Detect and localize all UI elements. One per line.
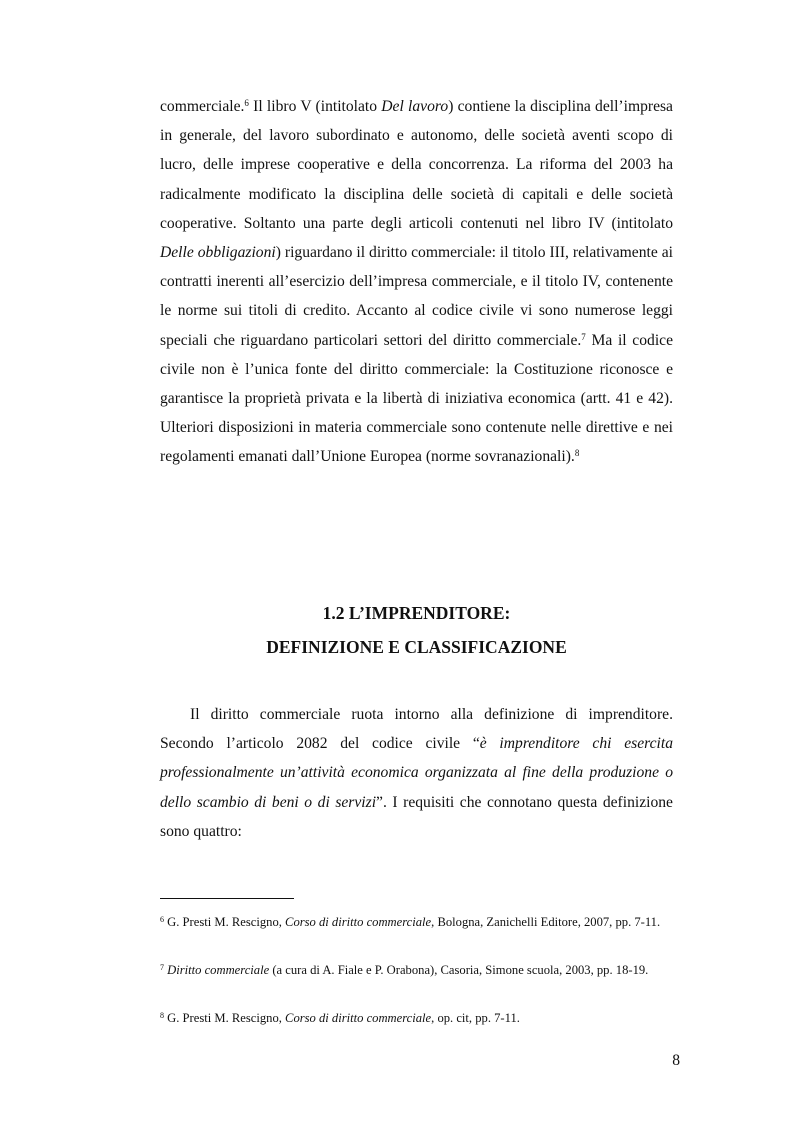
footnote-ref-7[interactable]: 7: [581, 331, 586, 342]
body-paragraph-2: [160, 700, 673, 846]
section-heading-line-2: DEFINIZIONE E CLASSIFICAZIONE: [266, 637, 567, 657]
italic-title: Delle obbligazioni: [160, 244, 276, 262]
footnote-separator: [160, 898, 294, 899]
text-run: commerciale.: [160, 98, 245, 115]
italic-title: Del lavoro: [381, 98, 449, 115]
text-run: Il diritto commerciale ruota intorno alla definizione di imprenditore. Secondo l’articolo 2082 del codice civile “: [160, 706, 673, 753]
text-run: ”. I requisiti che connotano questa definizione sono quattro:: [160, 793, 673, 840]
text-run: (a cura di A. Fiale e P. Orabona), Casoria, Simone scuola, 2003, pp. 18-19.: [269, 963, 649, 977]
footnote-7: [160, 961, 673, 979]
footnote-6: [160, 913, 673, 931]
footnote-number: 6: [160, 915, 164, 924]
text-run: G. Presti M. Rescigno,: [164, 1011, 286, 1025]
text-run: Il libro V (intitolato: [248, 98, 382, 115]
footnote-8: [160, 1009, 673, 1027]
footnote-number: 7: [160, 963, 164, 972]
footnote-ref-8[interactable]: 8: [574, 448, 580, 459]
text-run: G. Presti M. Rescigno,: [164, 915, 286, 929]
footnote-ref-6[interactable]: 6: [244, 98, 249, 108]
text-run: ) contiene la disciplina dell’impresa in generale, del lavoro subordinato e autonomo, delle società aventi scopo di lucro, delle imprese cooperative e della concorrenza. La riforma del 2003 ha radicalmente modificato la disciplina delle società di capitali e delle società cooperative. Soltanto una parte degli articoli contenuti nel libro IV (intitolato: [160, 98, 673, 232]
italic-title: Diritto commerciale: [167, 963, 270, 977]
page-number: 8: [672, 1052, 680, 1069]
text-run: , op. cit, pp. 7-11.: [431, 1011, 520, 1025]
section-heading-line-1: 1.2 L’IMPRENDITORE:: [322, 603, 511, 623]
text-run: ) riguardano il diritto commerciale: il titolo III, relativamente ai contratti inerenti all’esercizio dell’impresa commerciale, e il titolo IV, contenente le norme sui titoli di credito. Accanto al codice civile vi sono numerose leggi speciali che riguardano particolari settori del diritto commerciale.: [160, 244, 673, 349]
text-run: , Bologna, Zanichelli Editore, 2007, pp. 7-11.: [431, 915, 661, 929]
italic-title: Corso di diritto commerciale: [285, 1011, 432, 1025]
footnote-number: 8: [160, 1011, 164, 1020]
italic-quotation: è imprenditore chi esercita professionalmente un’attività economica organizzata al fine della produzione o dello scambio di beni o di servizi: [160, 735, 673, 811]
italic-title: Corso di diritto commerciale: [285, 915, 432, 929]
body-paragraph-1: [160, 92, 673, 472]
text-run: Ma il codice civile non è l’unica fonte del diritto commerciale: la Costituzione riconosce e garantisce la proprietà privata e la libertà di iniziativa economica (artt. 41 e 42). Ulteriori disposizioni in materia commerciale sono contenute nelle direttive e nei regolamenti emanati dall’Unione Europea (norme sovranazionali).: [160, 331, 673, 466]
